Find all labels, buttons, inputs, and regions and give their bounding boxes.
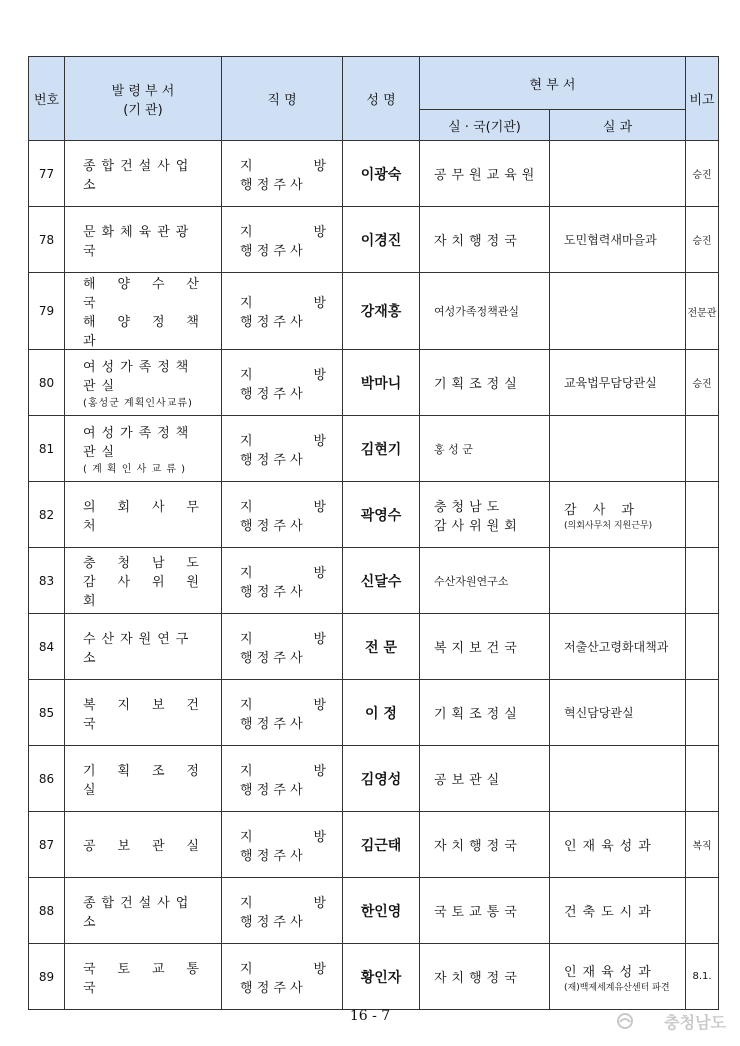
table-row — [29, 680, 719, 746]
row-position-a: 지 — [240, 499, 253, 515]
table-row — [29, 350, 719, 416]
row-note — [686, 614, 719, 680]
row-office-line1: 자치행정국 — [434, 234, 522, 249]
row-section — [550, 614, 686, 680]
row-position — [222, 878, 343, 944]
row-note — [686, 416, 719, 482]
row-position-a: 지 — [240, 697, 253, 713]
row-no: 77 — [29, 141, 65, 207]
row-office — [420, 614, 550, 680]
row-position-line2: 행 정 주 사 — [240, 315, 303, 330]
row-section — [550, 944, 686, 1010]
row-section — [550, 878, 686, 944]
row-office — [420, 482, 550, 548]
row-name: 김영성 — [343, 746, 420, 812]
row-name: 강재홍 — [343, 273, 420, 350]
row-position-line2: 행 정 주 사 — [240, 782, 303, 798]
row-name: 이광숙 — [343, 141, 420, 207]
row-office-line1: 자치행정국 — [434, 839, 522, 854]
row-office-line1: 국토교통국 — [434, 905, 522, 920]
table-row — [29, 614, 719, 680]
row-issuing-dept — [65, 680, 222, 746]
row-position-line2: 행 정 주 사 — [240, 980, 303, 996]
row-office-line1: 공무원교육원 — [434, 168, 540, 183]
header-office: 실 · 국(기관) — [420, 110, 550, 141]
row-position-b: 방 — [313, 296, 326, 311]
row-issuing-dept-line1: 복 지 보 건 국 — [83, 697, 205, 732]
row-issuing-dept-line2: 해 양 정 책 과 — [83, 315, 205, 349]
row-position-a: 지 — [240, 433, 253, 449]
row-no: 83 — [29, 548, 65, 614]
row-issuing-dept-line1: 해 양 수 산 국 — [83, 277, 205, 311]
row-issuing-dept — [65, 273, 222, 350]
table-row — [29, 548, 719, 614]
table-row — [29, 944, 719, 1010]
row-name: 이 정 — [343, 680, 420, 746]
row-office-line1: 충청남도 — [434, 499, 505, 515]
row-name: 박마니 — [343, 350, 420, 416]
row-issuing-dept — [65, 141, 222, 207]
row-no: 78 — [29, 207, 65, 273]
row-issuing-dept — [65, 746, 222, 812]
row-position-b: 방 — [313, 763, 326, 779]
row-section — [550, 273, 686, 350]
row-no: 85 — [29, 680, 65, 746]
row-section-line1: 교육법무담당관실 — [564, 376, 657, 390]
row-office — [420, 273, 550, 350]
row-name: 전 문 — [343, 614, 420, 680]
row-section-line1: 인재육성과 — [564, 839, 657, 854]
row-name: 한인영 — [343, 878, 420, 944]
row-no: 79 — [29, 273, 65, 350]
row-issuing-dept — [65, 878, 222, 944]
row-office — [420, 548, 550, 614]
row-position — [222, 350, 343, 416]
row-name: 김근태 — [343, 812, 420, 878]
row-no: 88 — [29, 878, 65, 944]
row-section-line1: 건축도시과 — [564, 905, 657, 920]
row-no: 87 — [29, 812, 65, 878]
row-position-a: 지 — [240, 296, 253, 311]
row-note — [686, 746, 719, 812]
row-section — [550, 141, 686, 207]
row-office — [420, 141, 550, 207]
row-note — [686, 878, 719, 944]
row-section — [550, 548, 686, 614]
row-position-b: 방 — [313, 224, 326, 240]
table-row — [29, 482, 719, 548]
page-number: 16 - 7 — [349, 1008, 391, 1024]
row-issuing-dept — [65, 812, 222, 878]
header-current-dept: 현 부 서 — [420, 57, 686, 110]
row-position-a: 지 — [240, 224, 253, 240]
row-position-a: 지 — [240, 829, 253, 845]
table-row — [29, 812, 719, 878]
watermark-logo-icon — [616, 1012, 634, 1030]
table-row — [29, 878, 719, 944]
row-name: 곽영수 — [343, 482, 420, 548]
row-issuing-dept — [65, 207, 222, 273]
row-issuing-dept-line1: 기 획 조 정 실 — [83, 763, 205, 798]
row-position-line2: 행 정 주 사 — [240, 848, 303, 864]
row-office-line1: 자치행정국 — [434, 971, 522, 986]
row-issuing-dept-line2: (홍성군 계획인사교류) — [83, 398, 193, 409]
header-no: 번호 — [29, 57, 65, 141]
table-row — [29, 141, 719, 207]
row-position-b: 방 — [313, 565, 326, 581]
row-no: 82 — [29, 482, 65, 548]
row-issuing-dept-line2: 감 사 위 원 회 — [83, 575, 205, 609]
row-position-a: 지 — [240, 565, 253, 581]
row-position-line2: 행 정 주 사 — [240, 914, 303, 930]
personnel-table — [28, 56, 719, 1010]
row-section-line1: 인재육성과 — [564, 964, 657, 980]
row-position-b: 방 — [313, 961, 326, 977]
row-office-line1: 여성가족정책관실 — [434, 305, 520, 318]
row-position-b: 방 — [313, 895, 326, 911]
row-issuing-dept-line1: 종합건설사업소 — [83, 895, 195, 930]
row-office-line1: 수산자원연구소 — [434, 574, 509, 588]
header-issuing-dept-line2: (기 관) — [123, 102, 163, 118]
row-name: 김현기 — [343, 416, 420, 482]
row-section — [550, 350, 686, 416]
row-note: 승진 — [686, 207, 719, 273]
row-position-line2: 행 정 주 사 — [240, 518, 303, 534]
row-position — [222, 416, 343, 482]
row-office-line1: 기획조정실 — [434, 707, 522, 722]
row-section-line1: 혁신담당관실 — [564, 706, 634, 720]
row-issuing-dept-line1: 문화체육관광국 — [83, 224, 195, 259]
row-no: 80 — [29, 350, 65, 416]
row-position-b: 방 — [313, 697, 326, 713]
row-position-line2: 행 정 주 사 — [240, 243, 303, 259]
row-office — [420, 812, 550, 878]
row-office — [420, 350, 550, 416]
watermark: 충청남도 — [664, 1013, 726, 1032]
table-row — [29, 207, 719, 273]
table-row — [29, 416, 719, 482]
row-note: 승진 — [686, 141, 719, 207]
row-section-line2: (재)백제세계유산센터 파견 — [564, 982, 670, 993]
row-note — [686, 482, 719, 548]
row-position-a: 지 — [240, 763, 253, 779]
row-name: 황인자 — [343, 944, 420, 1010]
row-section — [550, 207, 686, 273]
row-office-line1: 복지보건국 — [434, 641, 522, 656]
row-issuing-dept-line1: 여성가족정책관실 — [83, 426, 195, 460]
row-position-b: 방 — [313, 499, 326, 515]
row-section — [550, 812, 686, 878]
header-issuing-dept-line1: 발 령 부 서 — [111, 83, 175, 99]
header-position: 직 명 — [222, 57, 343, 141]
row-position-a: 지 — [240, 158, 253, 174]
row-issuing-dept-line1: 여성가족정책관실 — [83, 360, 195, 394]
row-office — [420, 944, 550, 1010]
row-position-a: 지 — [240, 367, 253, 383]
row-office — [420, 416, 550, 482]
row-position-line2: 행 정 주 사 — [240, 386, 303, 402]
row-position-line2: 행 정 주 사 — [240, 584, 303, 600]
row-issuing-dept-line1: 종합건설사업소 — [83, 158, 195, 193]
row-issuing-dept — [65, 350, 222, 416]
row-position — [222, 207, 343, 273]
row-position-b: 방 — [313, 158, 326, 174]
row-issuing-dept — [65, 548, 222, 614]
row-section-line1: 도민협력새마을과 — [564, 233, 657, 247]
row-position-line2: 행 정 주 사 — [240, 716, 303, 732]
header-note: 비고 — [686, 57, 719, 141]
header-issuing-dept — [65, 57, 222, 141]
row-position-b: 방 — [313, 631, 326, 647]
row-issuing-dept — [65, 614, 222, 680]
row-note — [686, 680, 719, 746]
row-office — [420, 746, 550, 812]
table-row — [29, 273, 719, 350]
row-position-a: 지 — [240, 961, 253, 977]
row-no: 86 — [29, 746, 65, 812]
row-position-b: 방 — [313, 367, 326, 383]
row-issuing-dept-line1: 국 토 교 통 국 — [83, 961, 205, 996]
row-position-line2: 행 정 주 사 — [240, 452, 303, 468]
row-issuing-dept-line1: 수산자원연구소 — [83, 631, 195, 666]
row-office — [420, 680, 550, 746]
row-office-line1: 공보관실 — [434, 773, 505, 788]
row-issuing-dept — [65, 482, 222, 548]
row-position-b: 방 — [313, 829, 326, 845]
row-note — [686, 548, 719, 614]
row-position — [222, 273, 343, 350]
row-note: 승진 — [686, 350, 719, 416]
row-position-a: 지 — [240, 631, 253, 647]
row-section-line1: 저출산고령화대책과 — [564, 640, 669, 654]
row-issuing-dept-line1: 공 보 관 실 — [83, 839, 205, 854]
row-note: 8.1. — [686, 944, 719, 1010]
row-office — [420, 878, 550, 944]
row-position — [222, 482, 343, 548]
row-section — [550, 482, 686, 548]
row-position — [222, 944, 343, 1010]
header-section: 실 과 — [550, 110, 686, 141]
row-no: 89 — [29, 944, 65, 1010]
row-issuing-dept — [65, 944, 222, 1010]
row-no: 81 — [29, 416, 65, 482]
row-position — [222, 812, 343, 878]
row-issuing-dept-line1: 의 회 사 무 처 — [83, 499, 205, 534]
row-office-line1: 기획조정실 — [434, 377, 522, 392]
row-position — [222, 746, 343, 812]
row-position-line2: 행 정 주 사 — [240, 650, 303, 666]
row-position — [222, 680, 343, 746]
row-section-line1: 감 사 과 — [564, 502, 640, 518]
row-position-a: 지 — [240, 895, 253, 911]
row-office-line2: 감사위원회 — [434, 518, 522, 534]
row-position-b: 방 — [313, 433, 326, 449]
row-no: 84 — [29, 614, 65, 680]
row-office-line1: 홍 성 군 — [434, 442, 473, 456]
table-row — [29, 746, 719, 812]
row-section — [550, 746, 686, 812]
header-name: 성 명 — [343, 57, 420, 141]
row-issuing-dept-line2: ( 계 획 인 사 교 류 ) — [83, 464, 187, 475]
row-office — [420, 207, 550, 273]
row-section — [550, 680, 686, 746]
row-position — [222, 548, 343, 614]
row-name: 이경진 — [343, 207, 420, 273]
row-position-line2: 행 정 주 사 — [240, 177, 303, 193]
row-section — [550, 416, 686, 482]
row-issuing-dept — [65, 416, 222, 482]
row-issuing-dept-line1: 충 청 남 도 — [83, 556, 205, 571]
row-position — [222, 141, 343, 207]
row-name: 신달수 — [343, 548, 420, 614]
row-section-line2: (의회사무처 지원근무) — [564, 520, 653, 531]
row-note: 복직 — [686, 812, 719, 878]
row-position — [222, 614, 343, 680]
row-note: 전문관 — [686, 273, 719, 350]
